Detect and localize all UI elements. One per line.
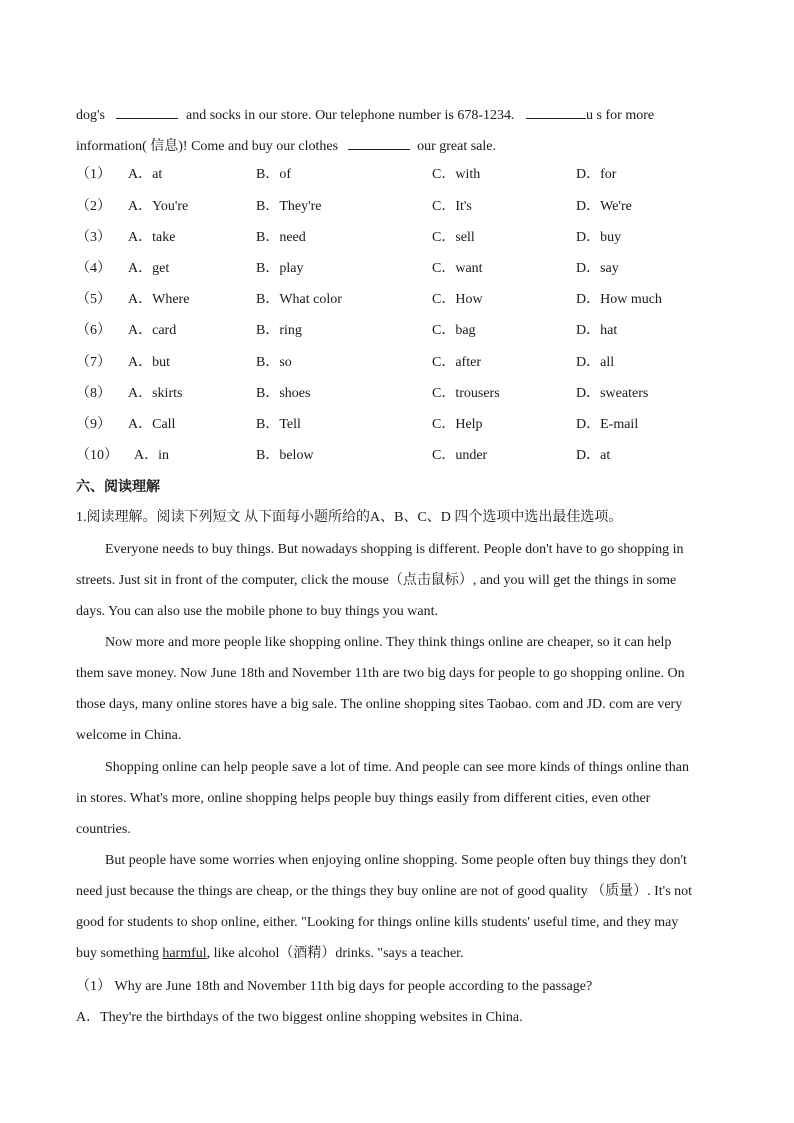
underlined-word: harmful (162, 946, 207, 961)
option-a[interactable]: A．Where (128, 292, 190, 307)
passage-line: But people have some worries when enjoying online shopping. Some people often buy things they don't (105, 853, 687, 868)
option-c[interactable]: C．Help (432, 417, 483, 432)
option-d[interactable]: D．How much (576, 292, 662, 307)
option-d[interactable]: D．all (576, 355, 615, 370)
option-d[interactable]: D．at (576, 448, 611, 463)
question-number: （2） (76, 199, 111, 214)
option-d[interactable]: D．buy (576, 230, 622, 245)
option-row (76, 354, 756, 372)
option-c[interactable]: C．with (432, 167, 481, 182)
option-c[interactable]: C．How (432, 292, 483, 307)
passage-line: Everyone needs to buy things. But nowadays shopping is different. People don't have to go shopping in (105, 542, 684, 557)
cloze-text: and socks in our store. Our telephone number is 678-1234. (185, 108, 515, 123)
option-a[interactable]: A．Call (128, 417, 176, 432)
option-a[interactable]: A．but (128, 355, 170, 370)
section-title: 六、阅读理解 (76, 479, 160, 495)
passage-paragraph-4 (76, 845, 718, 969)
passage-line (76, 938, 718, 969)
instruction: 1.阅读理解。阅读下列短文 从下面每小题所给的A、B、C、D 四个选项中选出最佳选项。 (76, 510, 623, 525)
passage-line: welcome in China. (76, 728, 182, 743)
option-d[interactable]: D．E-mail (576, 417, 639, 432)
passage-line: Shopping online can help people save a lot of time. And people can see more kinds of things online than (105, 760, 689, 775)
answer-blank[interactable] (116, 104, 178, 119)
option-d[interactable]: D．We're (576, 199, 632, 214)
question-number: （8） (76, 386, 111, 401)
option-b[interactable]: B．of (256, 167, 291, 182)
passage-line: need just because the things are cheap, or the things they buy online are not of good quality （质量）. It's not (76, 884, 693, 899)
option-row (76, 447, 756, 465)
option-b[interactable]: B．ring (256, 323, 302, 338)
cloze-line-2 (76, 135, 496, 156)
option-a[interactable]: A．take (128, 230, 176, 245)
question-1: （1） Why are June 18th and November 11th big days for people according to the passage? (76, 979, 593, 994)
question-number: （10） (76, 448, 118, 463)
passage-paragraph-1 (76, 534, 718, 627)
option-row (76, 385, 756, 403)
option-b[interactable]: B．play (256, 261, 304, 276)
question-number: （3） (76, 230, 111, 245)
option-a[interactable]: A．card (128, 323, 177, 338)
passage-paragraph-2 (76, 627, 718, 751)
passage-line: countries. (76, 822, 131, 837)
option-c[interactable]: C．It's (432, 199, 472, 214)
option-b[interactable]: B．Tell (256, 417, 301, 432)
option-c[interactable]: C．want (432, 261, 483, 276)
option-a[interactable]: A．in (134, 448, 169, 463)
option-c[interactable]: C．bag (432, 323, 476, 338)
option-b[interactable]: B．They're (256, 199, 322, 214)
question-number: （1） (76, 167, 111, 182)
option-d[interactable]: D．sweaters (576, 386, 649, 401)
text-segment: , like alcohol（酒精）drinks. "says a teacher. (206, 946, 464, 961)
text-segment: buy something (76, 946, 159, 961)
passage-line: those days, many online stores have a big sale. The online shopping sites Taobao. com and JD. com are very (76, 697, 683, 712)
option-row (76, 322, 756, 340)
passage-line: good for students to shop online, either. "Looking for things online kills students' useful time, and they may (76, 915, 679, 930)
passage-paragraph-3 (76, 752, 718, 845)
cloze-line-1 (76, 104, 654, 125)
answer-blank[interactable] (526, 104, 586, 119)
option-c[interactable]: C．trousers (432, 386, 500, 401)
option-row (76, 260, 756, 278)
passage-line: in stores. What's more, online shopping helps people buy things easily from different cities, even other (76, 791, 651, 806)
option-row (76, 198, 756, 216)
option-b[interactable]: B．What color (256, 292, 342, 307)
option-b[interactable]: B．so (256, 355, 292, 370)
cloze-text: our great sale. (417, 139, 496, 154)
option-b[interactable]: B．below (256, 448, 314, 463)
option-a[interactable]: A．get (128, 261, 170, 276)
option-row (76, 229, 756, 247)
question-number: （4） (76, 261, 111, 276)
passage-line: them save money. Now June 18th and November 11th are two big days for people to go shopping online. On (76, 666, 685, 681)
option-c[interactable]: C．after (432, 355, 481, 370)
passage-line: streets. Just sit in front of the computer, click the mouse（点击鼠标）, and you will get the things in some (76, 573, 677, 588)
option-c[interactable]: C．under (432, 448, 488, 463)
question-number: （5） (76, 292, 111, 307)
option-row (76, 166, 756, 184)
option-a[interactable]: A．You're (128, 199, 189, 214)
option-c[interactable]: C．sell (432, 230, 475, 245)
passage-line: days. You can also use the mobile phone to buy things you want. (76, 604, 439, 619)
cloze-text: u s for more (586, 108, 655, 123)
option-b[interactable]: B．shoes (256, 386, 311, 401)
cloze-text: information( 信息)! Come and buy our clothes (76, 139, 339, 154)
question-number: （7） (76, 355, 111, 370)
question-number: （9） (76, 417, 111, 432)
option-d[interactable]: D．hat (576, 323, 618, 338)
option-row (76, 291, 756, 309)
answer-option-a[interactable]: A．They're the birthdays of the two biggest online shopping websites in China. (76, 1010, 523, 1025)
option-a[interactable]: A．skirts (128, 386, 183, 401)
option-b[interactable]: B．need (256, 230, 306, 245)
cloze-text: dog's (76, 108, 105, 123)
option-d[interactable]: D．say (576, 261, 619, 276)
question-number: （6） (76, 323, 111, 338)
option-a[interactable]: A．at (128, 167, 163, 182)
passage-line: Now more and more people like shopping online. They think things online are cheaper, so it can help (105, 635, 672, 650)
answer-blank[interactable] (348, 135, 410, 150)
option-row (76, 416, 756, 434)
option-d[interactable]: D．for (576, 167, 617, 182)
